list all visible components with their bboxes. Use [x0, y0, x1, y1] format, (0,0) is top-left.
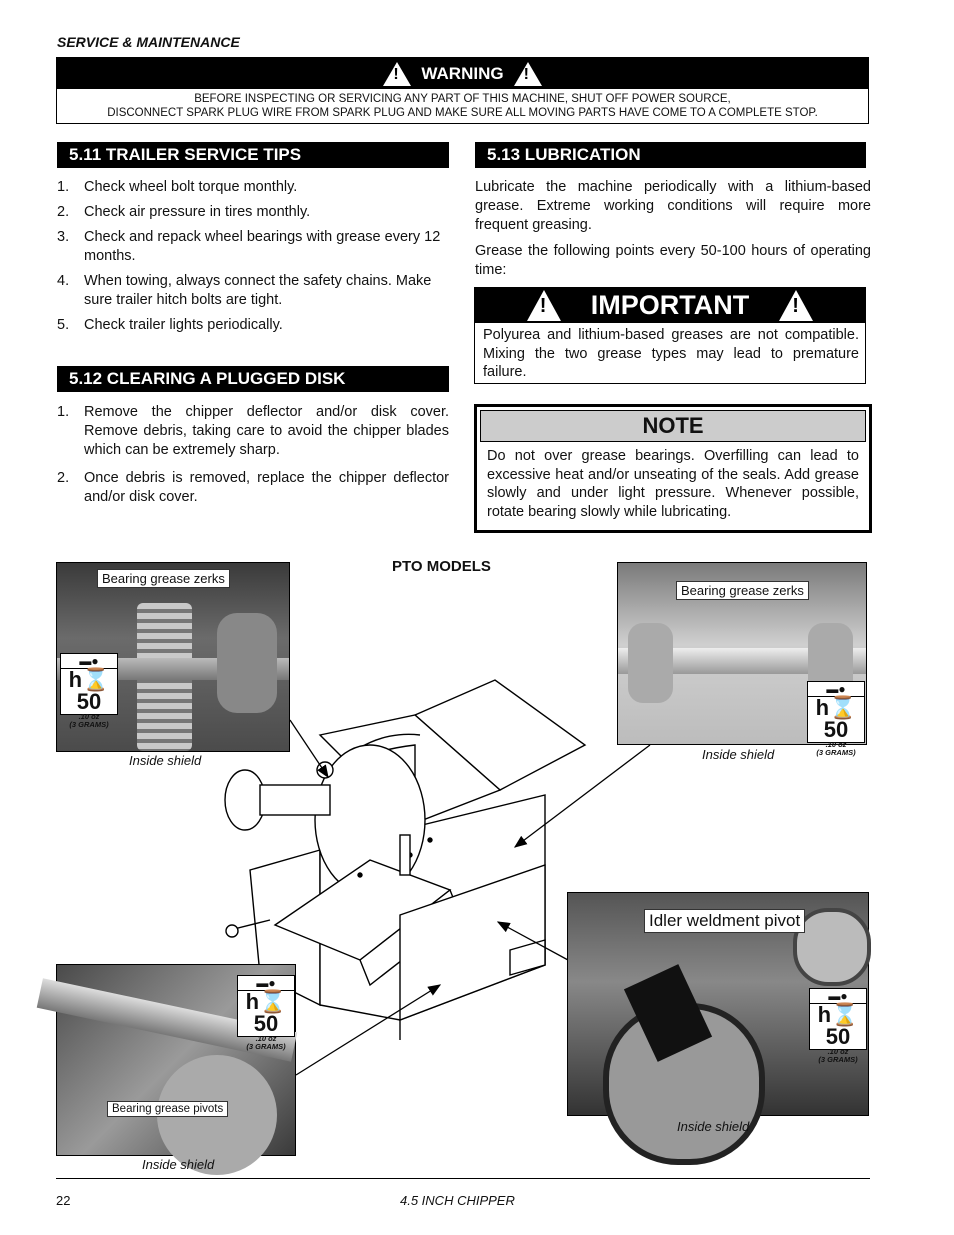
- photo4-label: Idler weldment pivot: [644, 909, 805, 933]
- grease-grams: (3 GRAMS): [246, 1042, 286, 1051]
- bearing-shape: [628, 623, 673, 703]
- grease-grams: (3 GRAMS): [818, 1055, 858, 1064]
- lubrication-paragraph-1: Lubricate the machine periodically with a lithium-based grease. Extreme working conditions will require more frequent greasing.: [475, 179, 871, 233]
- list-item-text: Check air pressure in tires monthly.: [84, 204, 311, 220]
- lubrication-paragraph-2: Grease the following points every 50-100 hours of operating time:: [475, 243, 871, 278]
- grease-interval: h⌛50: [817, 1002, 859, 1049]
- important-text: Polyurea and lithium-based greases are not compatible. Mixing the two grease types may lead to premature failure.: [483, 327, 859, 380]
- lubrication-heading: 5.13 LUBRICATION: [475, 142, 866, 168]
- grease-grams: (3 GRAMS): [816, 748, 856, 757]
- list-item-text: Once debris is removed, replace the chipper deflector and/or disk cover.: [84, 470, 449, 505]
- footer-divider: [56, 1178, 870, 1179]
- photo2-label: Bearing grease zerks: [676, 581, 809, 600]
- grease-gun-icon: ▬●: [61, 654, 117, 669]
- grease-amount: .10 oz: [78, 712, 100, 721]
- bearing-shape: [217, 613, 277, 713]
- important-title: IMPORTANT: [590, 290, 750, 320]
- list-item-text: Check and repack wheel bearings with grease every 12 months.: [84, 229, 441, 264]
- warning-title: WARNING: [421, 63, 504, 83]
- list-item-number: 3.: [57, 229, 70, 245]
- photo1-label: Bearing grease zerks: [97, 569, 230, 588]
- list-item-text: Check wheel bolt torque monthly.: [84, 179, 298, 195]
- figure-title: PTO MODELS: [392, 558, 491, 575]
- list-item-number: 4.: [57, 273, 70, 289]
- list-item-number: 2.: [57, 470, 70, 486]
- note-text: Do not over grease bearings. Overfilling can lead to excessive heat and/or unseating of the seals. Add grease slowly and under light pressure. Whenever possible, rotate bearing slowly while lubricating.: [487, 448, 859, 520]
- photo-bearing-grease-zerks-left: [56, 562, 290, 752]
- photo1-caption: Inside shield: [129, 753, 202, 768]
- photo3-label: Bearing grease pivots: [107, 1101, 228, 1117]
- grease-amount: .10 oz: [827, 1047, 849, 1056]
- grease-amount: .10 oz: [825, 740, 847, 749]
- list-item-text: Check trailer lights periodically.: [84, 317, 283, 333]
- footer-title: 4.5 INCH CHIPPER: [400, 1193, 515, 1208]
- trailer-heading: 5.11 TRAILER SERVICE TIPS: [57, 142, 449, 168]
- photo-bearing-grease-pivots: [56, 964, 296, 1156]
- grease-interval: h⌛50: [815, 695, 857, 742]
- list-item-number: 1.: [57, 179, 70, 195]
- grease-amount: .10 oz: [255, 1034, 277, 1043]
- grease-interval: h⌛50: [245, 989, 287, 1036]
- section-header: SERVICE & MAINTENANCE: [57, 34, 240, 50]
- list-item-number: 2.: [57, 204, 70, 220]
- clearing-heading: 5.12 CLEARING A PLUGGED DISK: [57, 366, 449, 392]
- grease-grams: (3 GRAMS): [69, 720, 109, 729]
- photo-idler-weldment-pivot: [567, 892, 869, 1116]
- grease-badge: [60, 653, 118, 729]
- warning-line-1: BEFORE INSPECTING OR SERVICING ANY PART OF THIS MACHINE, SHUT OFF POWER SOURCE,: [194, 93, 731, 105]
- list-item-number: 5.: [57, 317, 70, 333]
- grease-gun-icon: ▬●: [238, 976, 294, 991]
- grease-gun-icon: ▬●: [810, 989, 866, 1004]
- list-item-text: Remove the chipper deflector and/or disk cover. Remove debris, taking care to avoid the chipper blades which can be extremely sharp.: [84, 404, 449, 458]
- list-item-number: 1.: [57, 404, 70, 420]
- page-number: 22: [56, 1193, 71, 1208]
- grease-badge: [809, 988, 867, 1064]
- note-title: NOTE: [480, 410, 866, 442]
- grease-interval: h⌛50: [68, 667, 110, 714]
- photo2-caption: Inside shield: [702, 747, 775, 762]
- warning-line-2: DISCONNECT SPARK PLUG WIRE FROM SPARK PLUG AND MAKE SURE ALL MOVING PARTS HAVE COME TO A COMPLETE STOP.: [107, 107, 818, 119]
- photo4-caption: Inside shield: [677, 1119, 750, 1134]
- list-item-text: When towing, always connect the safety chains. Make sure trailer hitch bolts are tight.: [84, 273, 432, 308]
- grease-badge: [807, 681, 865, 757]
- grease-badge: [237, 975, 295, 1051]
- grease-gun-icon: ▬●: [808, 682, 864, 697]
- photo3-caption: Inside shield: [142, 1157, 215, 1172]
